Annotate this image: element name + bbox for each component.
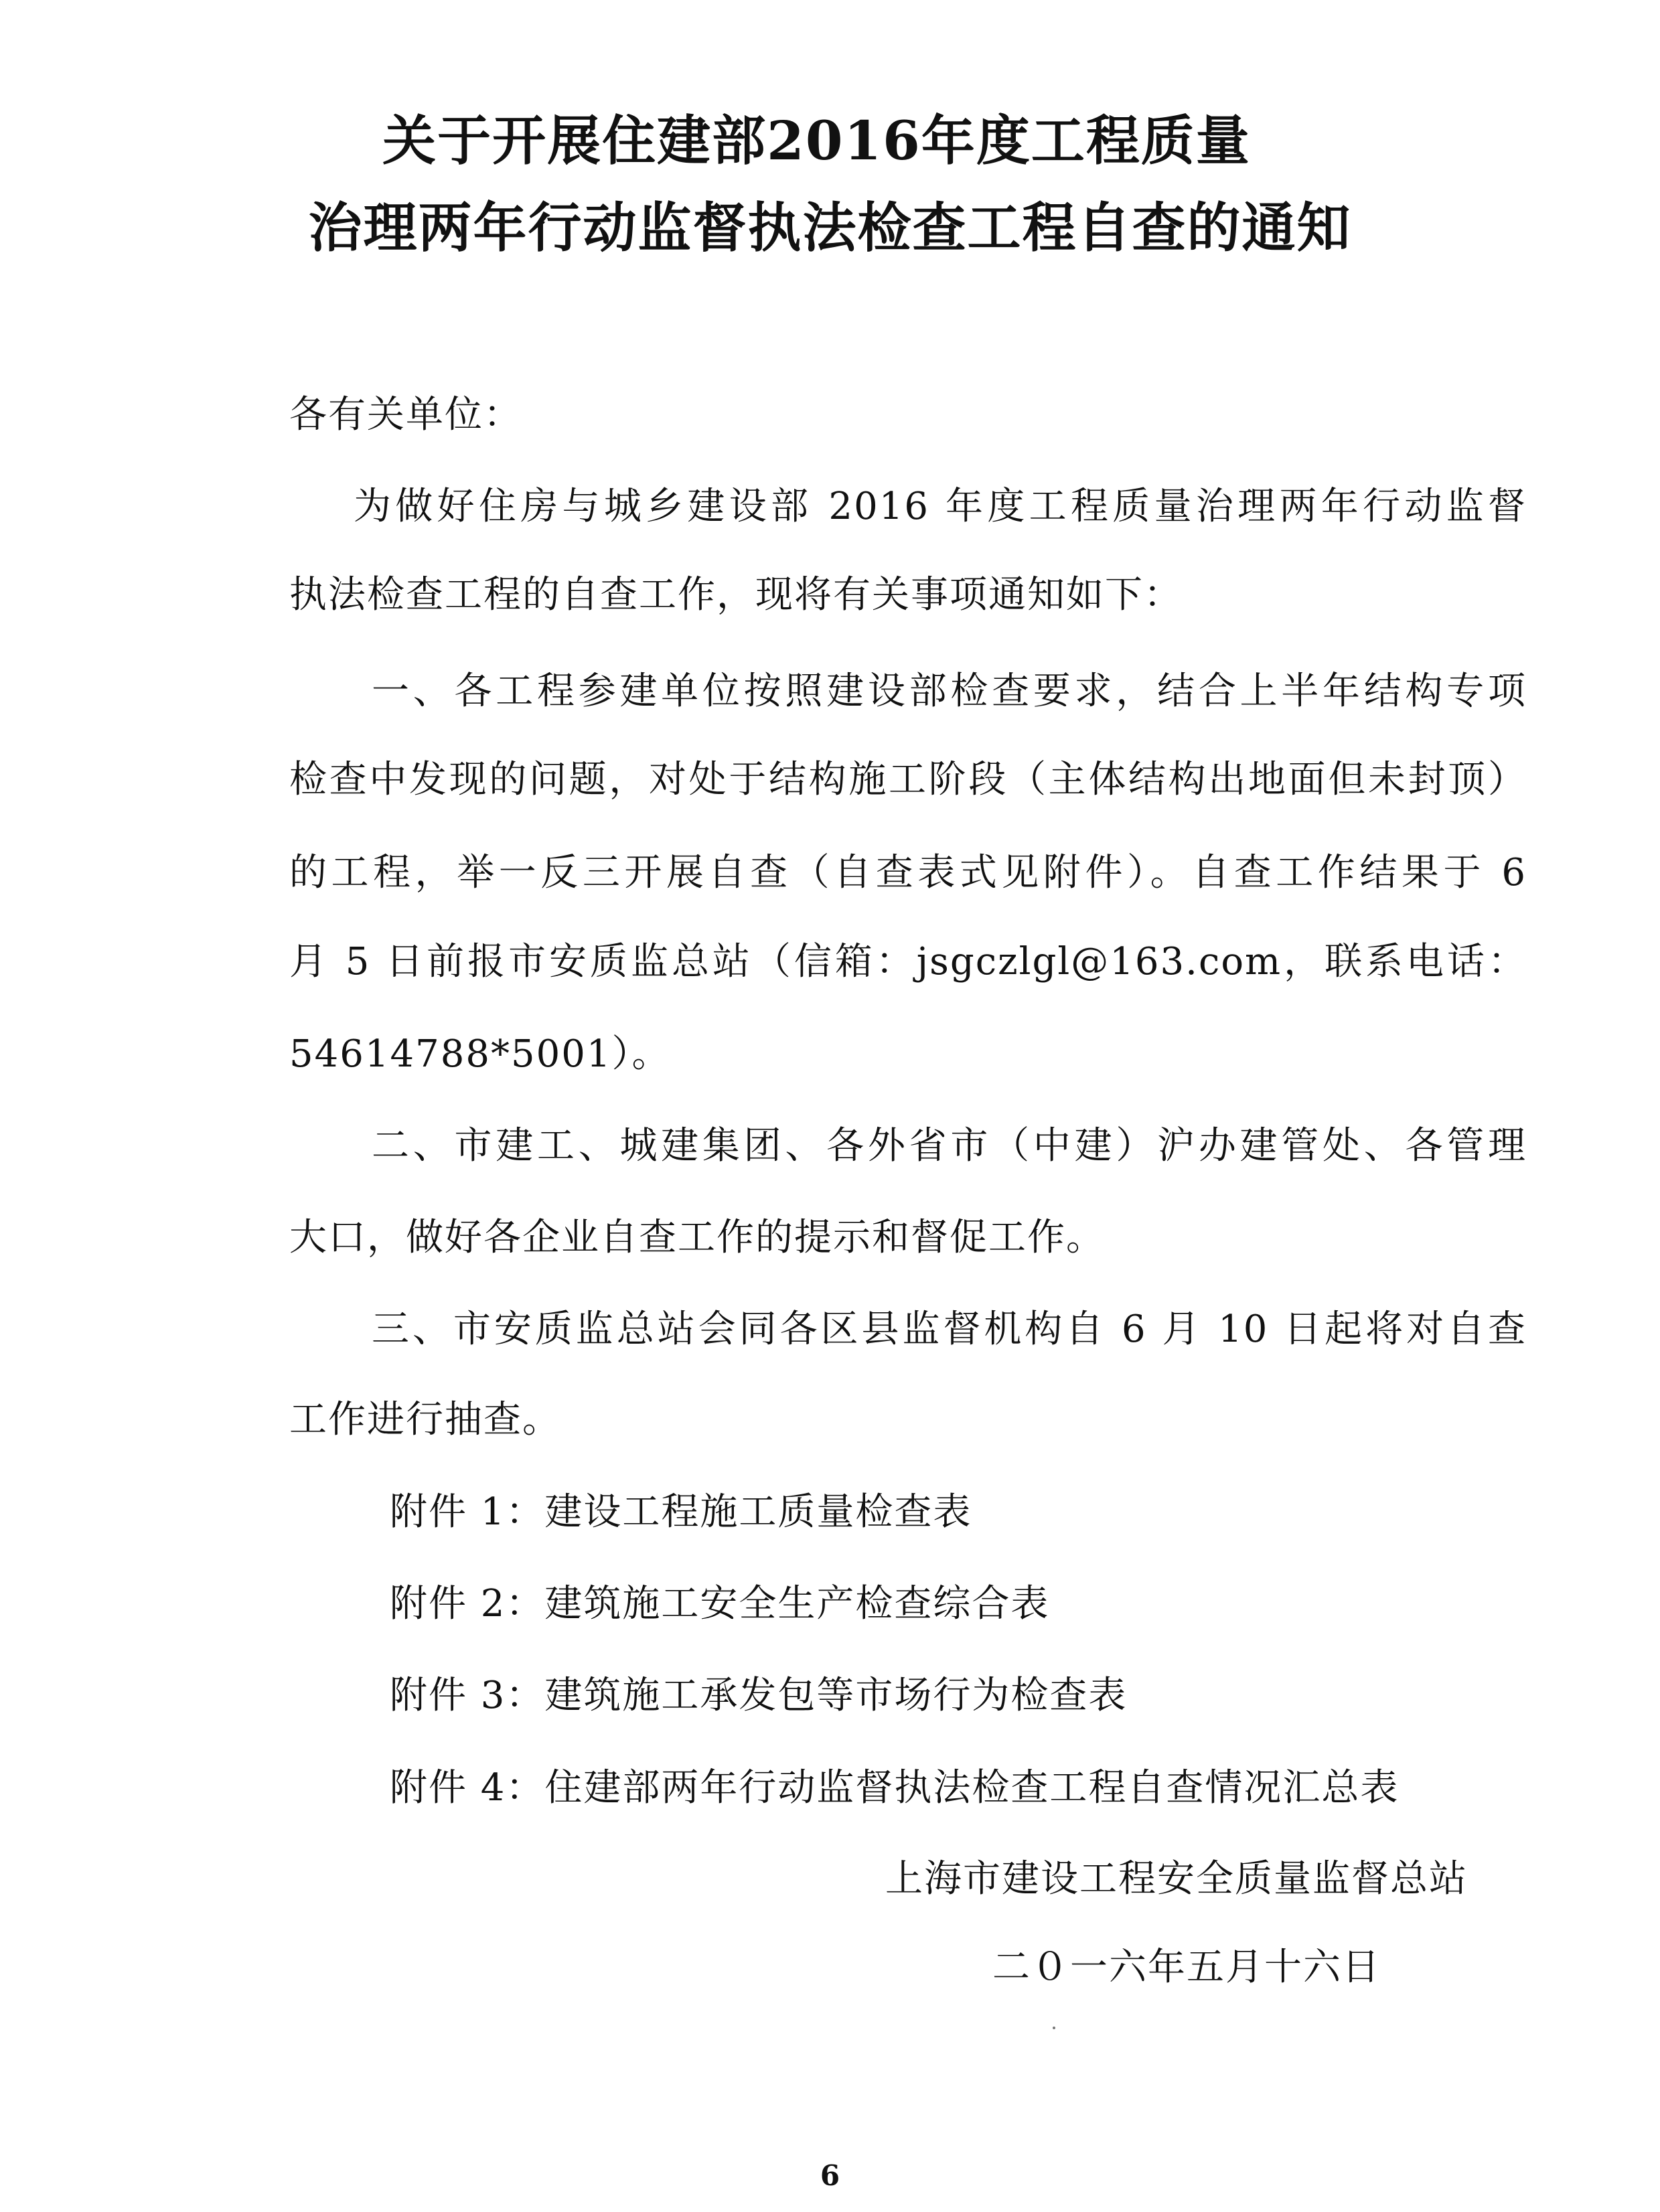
issue-date: 二０一六年五月十六日 [992,1946,1381,1989]
item-1-line-3: 的工程，举一反三开展自查（自查表式见附件）。自查工作结果于 6 [289,851,1527,894]
page-number: 6 [820,2159,840,2192]
attachment-3: 附件 3：建筑施工承发包等市场行为检查表 [390,1674,1128,1717]
scan-speck [1053,2027,1055,2029]
attachment-2: 附件 2：建筑施工安全生产检查综合表 [390,1582,1050,1626]
salutation: 各有关单位： [289,393,522,437]
intro-line-1: 为做好住房与城乡建设部 2016 年度工程质量治理两年行动监督 [354,485,1527,528]
item-1-line-4: 月 5 日前报市安质监总站（信箱：jsgczlgl@163.com，联系电话： [289,940,1527,983]
item-1-line-1: 一、各工程参建单位按照建设部检查要求，结合上半年结构专项 [372,669,1527,713]
item-1-line-2: 检查中发现的问题，对处于结构施工阶段（主体结构出地面但未封顶） [289,758,1527,801]
issuer: 上海市建设工程安全质量监督总站 [885,1857,1468,1901]
item-1-line-5: 54614788*5001）。 [289,1032,671,1076]
document-title-line-2: 治理两年行动监督执法检查工程自查的通知 [308,196,1352,259]
item-3-line-1: 三、市安质监总站会同各区县监督机构自 6 月 10 日起将对自查 [372,1308,1527,1351]
attachment-1: 附件 1：建设工程施工质量检查表 [390,1490,972,1534]
item-2-line-2: 大口，做好各企业自查工作的提示和督促工作。 [289,1216,1105,1259]
document-title-line-1: 关于开展住建部2016年度工程质量 [382,109,1251,172]
attachment-4: 附件 4：住建部两年行动监督执法检查工程自查情况汇总表 [390,1766,1400,1810]
item-3-line-2: 工作进行抽查。 [289,1398,561,1441]
intro-line-2: 执法检查工程的自查工作，现将有关事项通知如下： [289,573,1183,617]
item-2-line-1: 二、市建工、城建集团、各外省市（中建）沪办建管处、各管理 [372,1124,1527,1168]
